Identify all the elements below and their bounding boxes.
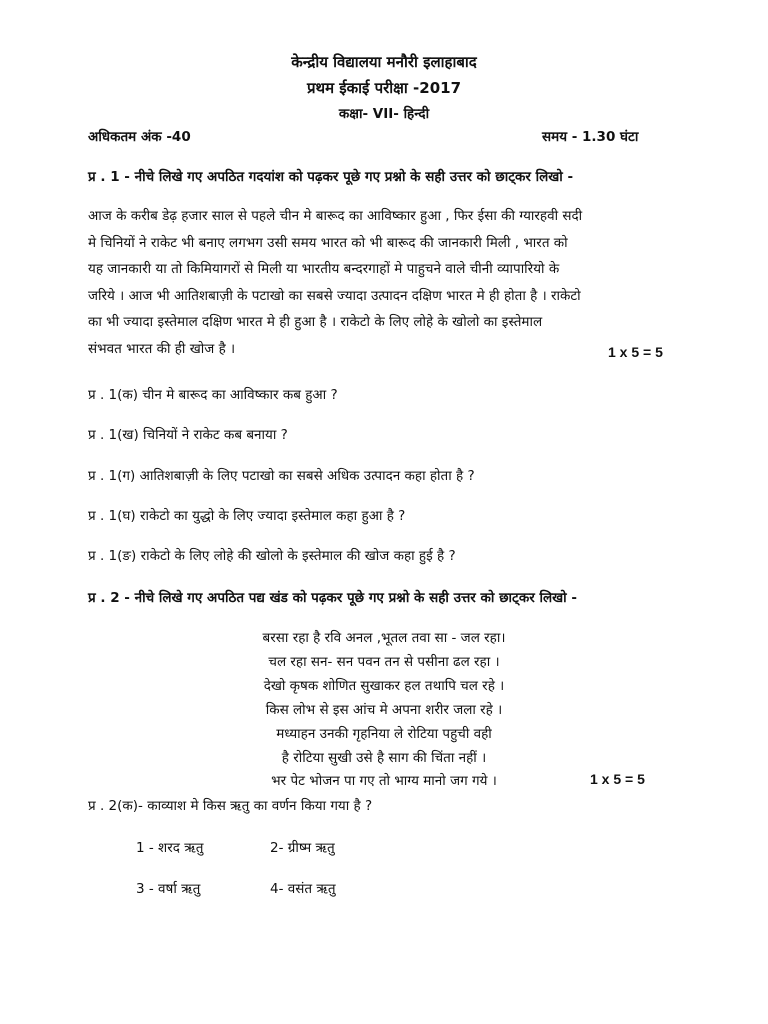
option-3: 3 - वर्षा ऋतु [136, 881, 201, 897]
passage-line: यह जानकारी या तो किमियागरों से मिली या भारतीय बन्दरगाहों मे पाहुचने वाले चीनी व्यापारियो के [88, 261, 560, 277]
class-subject: कक्षा- VII- हिन्दी [338, 106, 430, 122]
exam-time: समय - 1.30 घंटा [542, 129, 639, 145]
option-2: 2- ग्रीष्म ऋतु [270, 840, 335, 856]
q1-marks: 1 x 5 = 5 [608, 344, 663, 360]
q2-heading: प्र . 2 - नीचे लिखे गए अपठित पद्य खंड को पढ़कर पूछे गए प्रश्नो के सही उत्तर को छाट्कर लिखो - [88, 590, 577, 606]
passage-line: संभवत भारत की ही खोज है । [88, 340, 236, 357]
poem-line: है रोटिया सुखी उसे है साग की चिंता नहीं । [281, 750, 487, 766]
q1-sub-question: प्र . 1(क) चीन मे बारूद का आविष्कार कब हुआ ? [88, 387, 338, 403]
passage-line: का भी ज्यादा इस्तेमाल दक्षिण भारत मे ही हुआ है । राकेटो के लिए लोहे के खोलो का इस्तेमाल [88, 314, 543, 330]
poem-line: मध्याहन उनकी गृहनिया ले रोटिया पहुची वही [276, 726, 492, 742]
exam-title: प्रथम ईकाई परीक्षा -2017 [306, 79, 462, 97]
option-4: 4- वसंत ऋतु [270, 881, 336, 897]
q1-sub-question: प्र . 1(घ) राकेटो का युद्धो के लिए ज्यादा इस्तेमाल कहा हुआ है ? [88, 508, 406, 524]
q1-sub-question: प्र . 1(ख) चिनियों ने राकेट कब बनाया ? [88, 427, 288, 443]
q1-heading: प्र . 1 - नीचे लिखे गए अपठित गदयांश को पढ़कर पूछे गए प्रश्नो के सही उत्तर को छाट्कर लिखो - [88, 169, 574, 185]
q2-marks: 1 x 5 = 5 [590, 771, 645, 787]
poem-line: बरसा रहा है रवि अनल ,भूतल तवा सा - जल रहा। [262, 630, 506, 646]
passage-line: आज के करीब डेढ़ हजार साल से पहले चीन मे बारूद का आविष्कार हुआ , फिर ईसा की ग्यारहवी सदी [88, 208, 583, 224]
poem-line: देखो कृषक शोणित सुखाकर हल तथापि चल रहे । [263, 678, 505, 694]
passage-line: जरिये । आज भी आतिशबाज़ी के पटाखो का सबसे ज्यादा उत्पादन दक्षिण भारत मे ही होता है । राकेटो [88, 287, 581, 304]
poem-line: किस लोभ से इस आंच मे अपना शरीर जला रहे । [265, 702, 503, 718]
poem-line: भर पेट भोजन पा गए तो भाग्य मानो जग गये । [271, 773, 497, 789]
max-marks: अधिकतम अंक -40 [88, 129, 191, 145]
q2-sub-question: प्र . 2(क)- काव्याश मे किस ऋतु का वर्णन किया गया है ? [88, 798, 373, 814]
q1-sub-question: प्र . 1(ग) आतिशबाज़ी के लिए पटाखो का सबसे अधिक उत्पादन कहा होता है ? [88, 468, 475, 484]
q1-sub-question: प्र . 1(ङ) राकेटो के लिए लोहे की खोलो के इस्तेमाल की खोज कहा हुई है ? [88, 548, 456, 564]
passage-line: मे चिनियों ने राकेट भी बनाए लगभग उसी समय भारत को भी बारूद की जानकारी मिली , भारत को [88, 234, 568, 251]
q1-passage [88, 203, 678, 362]
option-1: 1 - शरद ऋतु [136, 840, 204, 856]
poem-line: चल रहा सन- सन पवन तन से पसीना ढल रहा । [268, 654, 500, 670]
school-name: केन्द्रीय विद्यालया मनौरी इलाहाबाद [291, 53, 477, 71]
